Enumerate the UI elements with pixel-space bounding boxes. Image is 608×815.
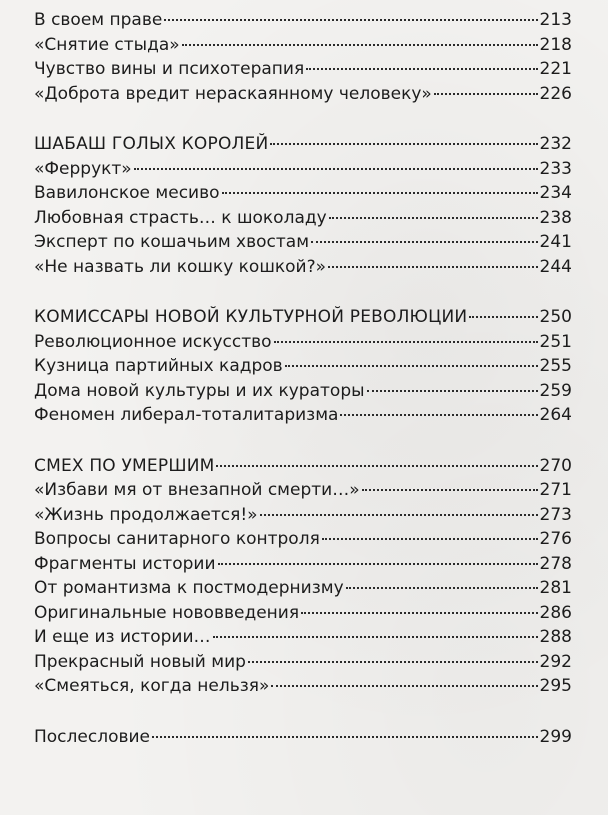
toc-entry-page: 259: [539, 380, 572, 401]
toc-entry-page: 218: [539, 34, 572, 55]
toc-entry: [34, 157, 572, 182]
toc-entry: [34, 674, 572, 699]
toc-entry-page: 271: [539, 480, 572, 500]
toc-entry-title: Чувство вины и психотерапия: [34, 59, 305, 79]
toc-entry: [34, 601, 572, 626]
toc-entry-title: Прекрасный новый мир: [34, 651, 246, 672]
toc-section-3: [34, 305, 572, 428]
dot-leader: [311, 241, 538, 243]
dot-leader: [274, 341, 538, 343]
toc-entry: [34, 255, 572, 280]
toc-entry-page: 288: [539, 627, 572, 647]
toc-entry: [34, 552, 572, 577]
dot-leader: [222, 192, 538, 194]
table-of-contents: [34, 8, 572, 749]
toc-entry-title: И еще из истории…: [34, 627, 211, 647]
toc-entry-title: ШАБАШ ГОЛЫХ КОРОЛЕЙ: [34, 134, 269, 154]
toc-entry: [34, 354, 572, 379]
toc-entry: [34, 625, 572, 650]
toc-entry-page: 238: [539, 207, 572, 228]
toc-entry-page: 281: [539, 578, 572, 598]
toc-entry-page: 299: [539, 726, 572, 747]
dot-leader: [346, 587, 538, 589]
toc-entry: [34, 82, 572, 107]
dot-leader: [329, 217, 538, 219]
toc-entry-title: СМЕХ ПО УМЕРШИМ: [34, 455, 215, 476]
toc-entry-title: «Снятие стыда»: [34, 34, 180, 55]
dot-leader: [328, 266, 538, 268]
dot-leader: [260, 514, 538, 516]
dot-leader: [271, 685, 537, 687]
toc-entry: [34, 206, 572, 231]
dot-leader: [362, 489, 538, 491]
toc-entry-page: 295: [539, 676, 572, 696]
dot-leader: [340, 414, 537, 416]
toc-entry-title: Послесловие: [34, 726, 150, 747]
toc-entry-title: «Жизнь продолжается!»: [34, 504, 258, 525]
toc-entry-page: 286: [539, 602, 572, 623]
toc-entry: [34, 576, 572, 601]
toc-entry-title: «Не назвать ли кошку кошкой?»: [34, 256, 327, 277]
toc-entry-title: Фрагменты истории: [34, 553, 216, 574]
toc-section-1: [34, 8, 572, 106]
toc-entry: [34, 181, 572, 206]
dot-leader: [216, 465, 537, 467]
toc-entry-page: 278: [539, 553, 572, 574]
toc-entry: [34, 33, 572, 58]
toc-entry-page: 234: [539, 183, 572, 203]
toc-entry-title: Вопросы санитарного контроля: [34, 529, 320, 549]
toc-entry-page: 276: [539, 529, 572, 549]
toc-entry-page: 241: [539, 232, 572, 252]
toc-entry-page: 221: [539, 59, 572, 79]
dot-leader: [322, 538, 538, 540]
toc-entry: [34, 57, 572, 82]
toc-chapter-heading: [34, 305, 572, 330]
toc-entry-page: 292: [539, 651, 572, 672]
toc-entry-page: 251: [539, 331, 572, 352]
dot-leader: [285, 365, 538, 367]
toc-entry-title: Революционное искусство: [34, 331, 272, 352]
toc-entry: [34, 478, 572, 503]
toc-entry-page: 255: [539, 356, 572, 376]
toc-entry-page: 250: [539, 307, 572, 327]
dot-leader: [213, 636, 538, 638]
toc-section-4: [34, 454, 572, 699]
toc-chapter-heading: [34, 454, 572, 479]
toc-section-afterword: [34, 725, 572, 750]
toc-entry-title: КОМИССАРЫ НОВОЙ КУЛЬТУРНОЙ РЕВОЛЮЦИИ: [34, 307, 468, 327]
dot-leader: [306, 68, 537, 70]
toc-entry-title: В своем праве: [34, 10, 163, 30]
toc-entry: [34, 725, 572, 750]
toc-entry: [34, 650, 572, 675]
dot-leader: [182, 44, 538, 46]
toc-entry-page: 270: [539, 455, 572, 476]
toc-entry: [34, 379, 572, 404]
dot-leader: [152, 736, 538, 738]
toc-entry-title: «Избави мя от внезапной смерти…»: [34, 480, 360, 500]
toc-entry: [34, 503, 572, 528]
toc-entry: [34, 403, 572, 428]
toc-entry-title: «Феррукт»: [34, 158, 132, 179]
toc-entry-title: Вавилонское месиво: [34, 183, 220, 203]
dot-leader: [270, 143, 537, 145]
toc-entry-page: 233: [539, 158, 572, 179]
toc-chapter-heading: [34, 132, 572, 157]
toc-entry-title: Любовная страсть… к шоколаду: [34, 207, 327, 228]
toc-entry-title: Феномен либерал-тоталитаризма: [34, 405, 339, 425]
toc-entry-title: Оригинальные нововведения: [34, 602, 300, 623]
toc-entry: [34, 8, 572, 33]
dot-leader: [367, 390, 538, 392]
toc-entry-title: «Смеяться, когда нельзя»: [34, 676, 270, 696]
toc-entry-title: От романтизма к постмодернизму: [34, 578, 344, 598]
dot-leader: [218, 563, 538, 565]
toc-entry-page: 244: [539, 256, 572, 277]
toc-entry: [34, 330, 572, 355]
dot-leader: [301, 612, 537, 614]
toc-entry-title: Дома новой культуры и их кураторы: [34, 380, 365, 401]
toc-entry: [34, 230, 572, 255]
toc-entry: [34, 527, 572, 552]
dot-leader: [248, 661, 538, 663]
dot-leader: [164, 19, 537, 21]
toc-entry-title: «Доброта вредит нераскаянному человеку»: [34, 83, 432, 104]
toc-entry-page: 213: [539, 10, 572, 30]
dot-leader: [469, 316, 537, 318]
toc-entry-page: 264: [539, 405, 572, 425]
toc-entry-page: 232: [539, 134, 572, 154]
toc-entry-page: 273: [539, 504, 572, 525]
dot-leader: [134, 168, 538, 170]
toc-entry-title: Кузница партийных кадров: [34, 356, 283, 376]
dot-leader: [434, 93, 538, 95]
toc-entry-title: Эксперт по кошачьим хвостам: [34, 232, 310, 252]
toc-entry-page: 226: [539, 83, 572, 104]
toc-section-2: [34, 132, 572, 279]
